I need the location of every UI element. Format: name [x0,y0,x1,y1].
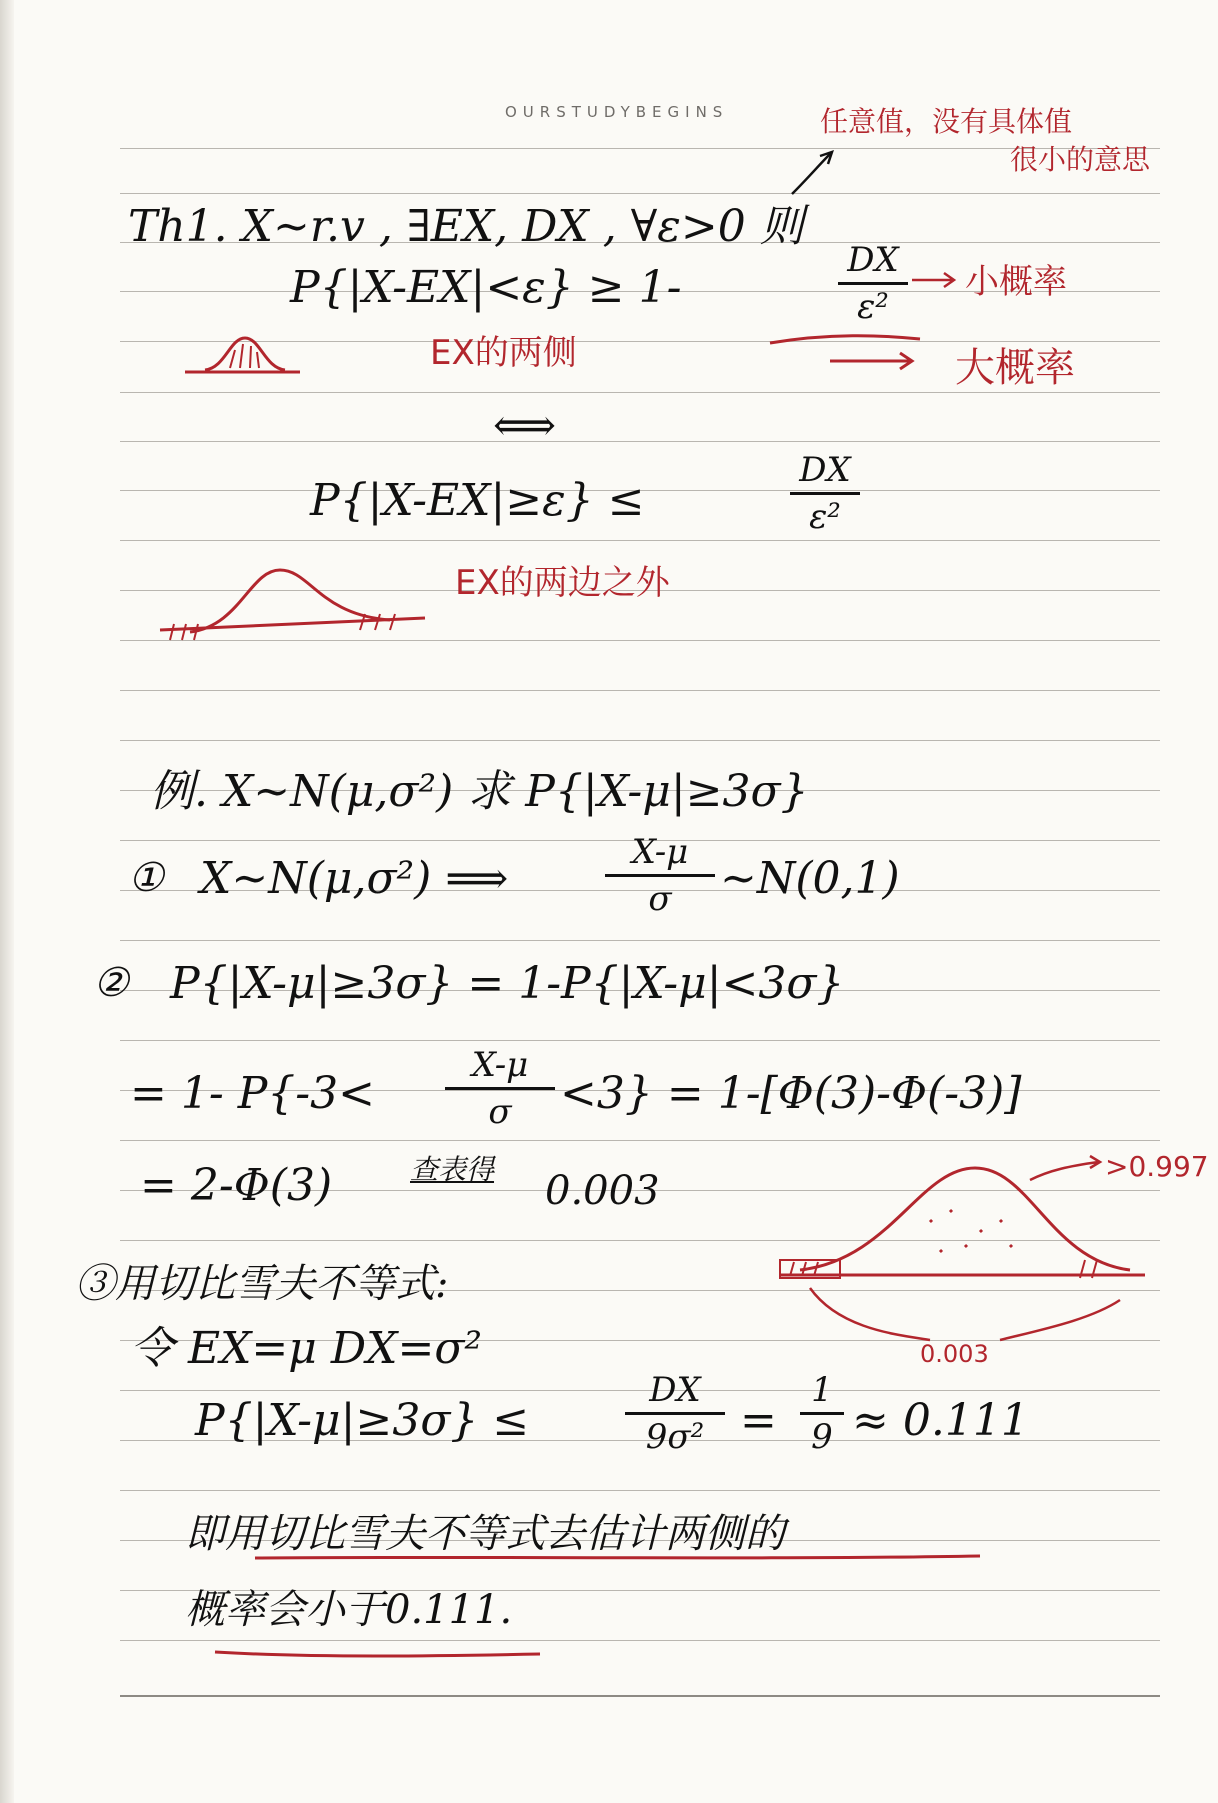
fraction-numerator: X-μ [471,1045,529,1085]
lookup-table-note: 查表得 [410,1153,495,1186]
example-problem: 例. X~N(μ,σ²) 求 P{|X-μ|≥3σ} [150,766,809,817]
fraction-numerator: DX [649,1370,701,1410]
step-1-text: X~N(μ,σ²) ⟹ [200,853,509,904]
step-3-fraction-2 [800,1370,844,1457]
step-3-given: 令 EX=μ DX=σ² [130,1323,483,1374]
step-3-equals: = [740,1395,777,1446]
step-1-fraction [605,832,715,919]
fraction-denominator: ε² [857,287,889,327]
ruled-line [120,540,1160,541]
annotation-approx-0997: >0.997 [1105,1150,1209,1183]
step-2-fraction [445,1045,555,1132]
annotation-tends-small: 很小的意思 [1010,143,1151,176]
step-2-line-2b: <3} = 1-[Φ(3)-Φ(-3)] [560,1068,1022,1119]
fraction-denominator: σ [488,1092,512,1132]
annotation-ex-both-tails: EX的两边之外 [455,563,670,603]
step-3-fraction-1 [625,1370,725,1457]
notebook-brand: OURSTUDYBEGINS [505,103,729,121]
theorem-inequality-2: P{|X-EX|≥ε} ≤ [310,475,645,526]
conclusion-underline-1 [255,1552,985,1564]
step-1-result: ~N(0,1) [720,853,900,904]
ruled-line [120,940,1160,941]
step-1-label: ① [128,855,164,901]
fraction-numerator: X-μ [631,832,689,872]
fraction-denominator: ε² [809,497,841,537]
step-2-line-2a: = 1- P{-3< [130,1068,376,1119]
theorem-inequality-1: P{|X-EX|<ε} ≥ 1- [290,262,682,313]
ruled-line [120,1490,1160,1491]
step-2-label: ② [93,960,129,1006]
annotation-ex-both-sides: EX的两侧 [430,333,577,373]
step-3-approx: ≈ 0.111 [852,1395,1029,1446]
ruled-line [120,1140,1160,1141]
equivalence-symbol: ⟺ [493,400,557,451]
fraction-denominator: σ [648,879,672,919]
step-3-inequality: P{|X-μ|≥3σ} ≤ [195,1395,530,1446]
ruled-line [120,441,1160,442]
annotation-small-probability: 小概率 [965,262,1067,302]
underline-arrow-large-prob [770,325,950,375]
ruled-line [120,1640,1160,1641]
annotation-large-probability: 大概率 [955,345,1075,391]
step-2-line-1: P{|X-μ|≥3σ} = 1-P{|X-μ|<3σ} [170,958,845,1009]
conclusion-line-1: 即用切比雪夫不等式去估计两侧的 [185,1511,785,1557]
ruled-line [120,148,1160,149]
fraction-numerator: 1 [811,1370,833,1410]
theorem-fraction-1 [838,240,908,327]
fraction-denominator: 9σ² [645,1417,705,1457]
bell-sketch-3-sigma [780,1150,1150,1340]
ruled-line [120,740,1160,741]
bell-sketch-tails [160,560,430,660]
ruled-line [120,1040,1160,1041]
bottom-rule [120,1695,1160,1697]
conclusion-underline-2 [215,1648,545,1660]
step-2-value: 0.003 [545,1168,660,1214]
bell-sketch-inner [185,330,305,385]
theorem-fraction-2 [790,450,860,537]
fraction-numerator: DX [847,240,899,280]
ruled-line [120,690,1160,691]
step-2-line-3: = 2-Φ(3) [140,1160,333,1211]
conclusion-line-2: 概率会小于0.111. [185,1587,513,1633]
annotation-any-value: 任意值，没有具体值 [820,105,1073,138]
step-3-title: ③用切比雪夫不等式: [75,1261,449,1307]
annotation-approx-0003: 0.003 [920,1340,989,1368]
theorem-statement: Th1. X~r.v , ∃EX, DX , ∀ε>0 则 [128,201,804,252]
fraction-numerator: DX [799,450,851,490]
arrow-small-prob [912,270,962,290]
fraction-denominator: 9 [811,1417,833,1457]
